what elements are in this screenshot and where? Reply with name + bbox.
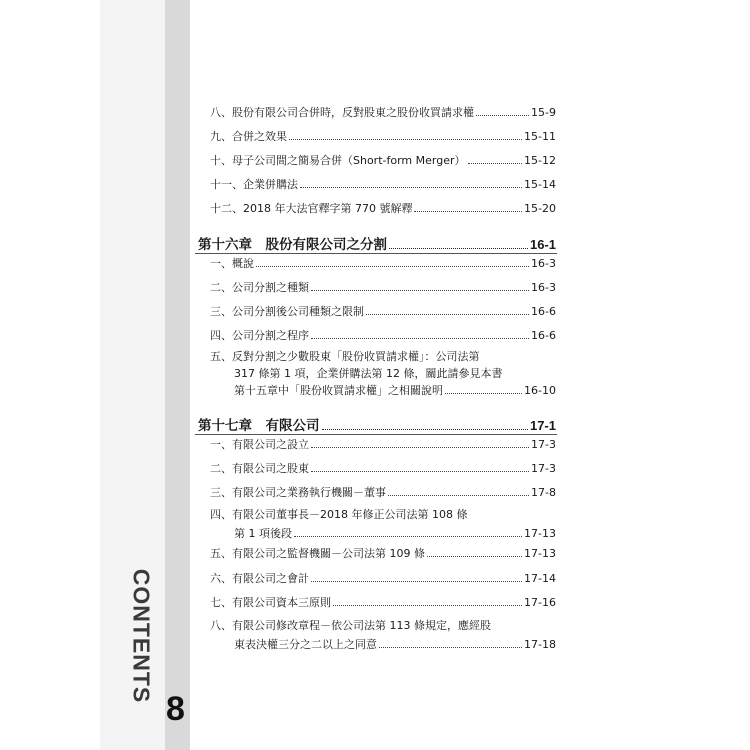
toc-entry[interactable]: 十二、2018 年大法官釋字第 770 號解釋 15-20: [210, 202, 556, 215]
toc-entry[interactable]: 一、概說 16-3: [210, 257, 556, 270]
toc-entry[interactable]: 十一、企業併購法 15-14: [210, 178, 556, 191]
toc-entry[interactable]: 九、合併之效果 15-11: [210, 130, 556, 143]
chapter-heading-16[interactable]: 第十六章 股份有限公司之分割 16-1: [198, 237, 556, 253]
toc-entry-line[interactable]: 五、反對分割之少數股東「股份收買請求權」：公司法第: [210, 350, 480, 363]
toc-entry[interactable]: 七、有限公司資本三原則 17-16: [210, 596, 556, 609]
page-number: 8: [166, 690, 185, 728]
toc-entry[interactable]: 二、有限公司之股東 17-3: [210, 462, 556, 475]
toc-entry-line[interactable]: 四、有限公司董事長－2018 年修正公司法第 108 條: [210, 508, 468, 521]
toc-entry[interactable]: 八、股份有限公司合併時，反對股東之股份收買請求權 15-9: [210, 106, 556, 119]
toc-entry[interactable]: 第十五章中「股份收買請求權」之相關說明 16-10: [234, 384, 556, 397]
toc-entry[interactable]: 一、有限公司之設立 17-3: [210, 438, 556, 451]
toc-entry-line[interactable]: 317 條第 1 項，企業併購法第 12 條，關此請參見本書: [234, 367, 503, 380]
toc-entry[interactable]: 十、母子公司間之簡易合併（Short-form Merger） 15-12: [210, 154, 556, 167]
chapter-heading-17[interactable]: 第十七章 有限公司 17-1: [198, 418, 556, 434]
toc-entry[interactable]: 二、公司分割之種類 16-3: [210, 281, 556, 294]
toc-entry[interactable]: 三、有限公司之業務執行機關－董事 17-8: [210, 486, 556, 499]
toc-entry[interactable]: 四、公司分割之程序 16-6: [210, 329, 556, 342]
toc-entry[interactable]: 三、公司分割後公司種類之限制 16-6: [210, 305, 556, 318]
chapter-divider: [195, 253, 557, 254]
toc-entry[interactable]: 六、有限公司之會計 17-14: [210, 572, 556, 585]
toc-entry-line[interactable]: 八、有限公司修改章程－依公司法第 113 條規定，應經股: [210, 619, 491, 632]
chapter-divider: [195, 434, 557, 435]
toc-entry[interactable]: 東表決權三分之二以上之同意 17-18: [234, 638, 556, 651]
toc-entry[interactable]: 五、有限公司之監督機關－公司法第 109 條 17-13: [210, 547, 556, 560]
contents-label: CONTENTS: [128, 568, 155, 704]
toc-entry[interactable]: 第 1 項後段 17-13: [234, 527, 556, 540]
